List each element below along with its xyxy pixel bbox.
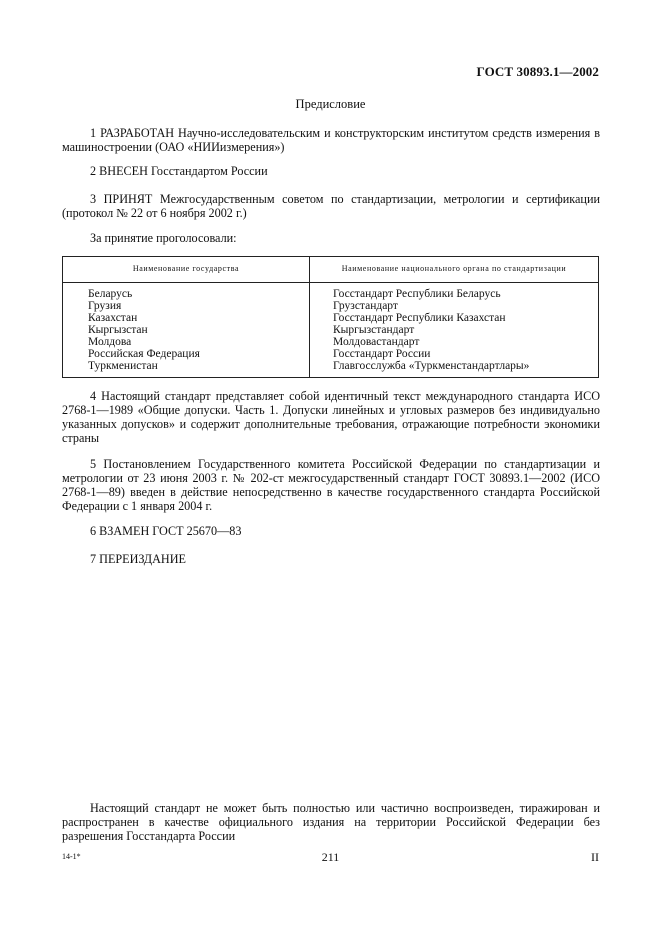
copyright-notice-text: Настоящий стандарт не может быть полностью или частично воспроизведен, тиражирован и распространен в качестве официального издания на территории Российской Федерации без разрешения Госстандарта России [62,801,600,843]
table-header-divider [63,282,598,283]
table-cell-body: Госстандарт Республики Беларусь [333,288,501,300]
preface-item-5-text: 5 Постановлением Государственного комитета Российской Федерации по стандартизации и метрологии от 23 июня 2003 г. № 202-ст межгосударственный стандарт ГОСТ 30893.1—2002 (ИСО 2768-1—89) введен в действие непосредственно в качестве государственного стандарта Российской Федерации с 1 января 2004 г. [62,457,600,513]
table-cell-state: Туркменистан [88,360,158,372]
vote-intro-text: За принятие проголосовали: [90,231,237,245]
table-cell-body: Грузстандарт [333,300,398,312]
table-cell-body: Кыргызстандарт [333,324,415,336]
table-cell-body: Госстандарт России [333,348,431,360]
preface-item-2-text: 2 ВНЕСЕН Госстандартом России [90,164,268,178]
voting-table [62,256,599,378]
copyright-notice [62,801,600,843]
table-column-states [88,288,200,372]
document-code: ГОСТ 30893.1—2002 [476,64,599,79]
vote-intro [62,231,600,245]
table-column-divider [309,257,310,377]
preface-item-6-text: 6 ВЗАМЕН ГОСТ 25670—83 [90,524,242,538]
preface-item-4-text: 4 Настоящий стандарт представляет собой идентичный текст международного стандарта ИСО 2768-1—1989 «Общие допуски. Часть 1. Допуски линейных и угловых размеров без индивидуально указанных допусков» и содержит дополнительные требования, отражающие потребности экономики страны [62,389,600,445]
table-cell-state: Молдова [88,336,132,348]
table-cell-state: Грузия [88,300,122,312]
preface-item-6 [62,524,600,538]
preface-item-1 [62,126,600,154]
preface-item-5 [62,457,600,513]
table-cell-state: Казахстан [88,312,138,324]
preface-item-3 [62,192,600,220]
table-cell-state: Кыргызстан [88,324,148,336]
footer-sheet-mark: 14-1* [62,852,81,861]
table-cell-body: Госстандарт Республики Казахстан [333,312,506,324]
table-cell-body: Молдовастандарт [333,336,420,348]
preface-item-2 [62,164,600,178]
footer-roman-page: II [591,850,599,864]
footer-page-number: 211 [321,850,340,864]
preface-item-7 [62,552,600,566]
preface-item-3-text: 3 ПРИНЯТ Межгосударственным советом по стандартизации, метрологии и сертификации (протокол № 22 от 6 ноября 2002 г.) [62,192,600,220]
preface-title: Предисловие [295,97,366,111]
preface-item-4 [62,389,600,445]
table-header-body: Наименование национального органа по стандартизации [341,264,567,273]
table-header-state: Наименование государства [132,264,240,273]
table-cell-state: Беларусь [88,288,133,300]
table-cell-body: Главгосслужба «Туркменстандартлары» [333,360,530,372]
table-cell-state: Российская Федерация [88,348,200,360]
preface-item-1-text: 1 РАЗРАБОТАН Научно-исследовательским и конструкторским институтом средств измерения в машиностроении (ОАО «НИИизмерения») [62,126,600,154]
preface-item-7-text: 7 ПЕРЕИЗДАНИЕ [90,552,186,566]
table-column-bodies [333,288,529,372]
